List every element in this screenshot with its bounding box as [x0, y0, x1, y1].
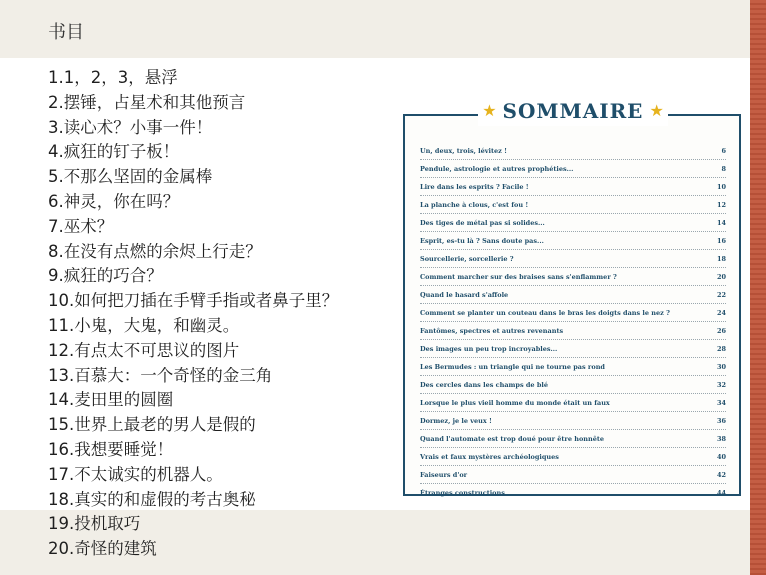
sommaire-entry-title: Des cercles dans les champs de blé [420, 380, 548, 389]
sommaire-entry-title: Des images un peu trop incroyables... [420, 344, 558, 353]
sommaire-entry [420, 484, 726, 501]
sommaire-list [420, 142, 726, 501]
toc-item: 10.如何把刀插在手臂手指或者鼻子里？ [48, 291, 339, 311]
sommaire-entry-title: Comment se planter un couteau dans le bras les doigts dans le nez ? [420, 308, 670, 317]
sommaire-entry-page: 32 [716, 380, 726, 389]
sommaire-entry-page: 30 [716, 362, 726, 371]
sommaire-entry [420, 250, 726, 268]
sommaire-entry-title: Fantômes, spectres et autres revenants [420, 326, 564, 335]
sommaire-entry-page: 6 [721, 146, 726, 155]
sommaire-entry-title: Des tiges de métal pas si solides... [420, 218, 545, 227]
sommaire-entry-title: Faiseurs d'or [420, 470, 468, 479]
toc-item: 16.我想要睡觉！ [48, 439, 174, 459]
toc-item: 1.1，2，3，悬浮 [48, 68, 178, 87]
sommaire-entry [420, 304, 726, 322]
sommaire-entry-title: Lire dans les esprits ? Facile ! [420, 182, 529, 191]
sommaire-entry-page: 44 [716, 488, 726, 497]
sommaire-entry-title: Étranges constructions [420, 488, 505, 497]
toc-item: 8.在没有点燃的余烬上行走？ [48, 241, 262, 261]
sommaire-entry-page: 8 [721, 164, 726, 173]
toc-item: 11.小鬼，大鬼，和幽灵。 [48, 315, 240, 335]
toc-item: 5.不那么坚固的金属棒 [48, 167, 213, 187]
sommaire-entry-title: Sourcellerie, sorcellerie ? [420, 254, 514, 263]
sommaire-entry-page: 16 [716, 236, 726, 245]
toc-item: 4.疯狂的钉子板！ [48, 142, 180, 162]
toc-item: 13.百慕大：一个奇怪的金三角 [48, 365, 273, 385]
chinese-toc-list [48, 66, 338, 562]
toc-item: 7.巫术？ [48, 216, 114, 236]
sommaire-entry-title: La planche à clous, c'est fou ! [420, 200, 529, 209]
sommaire-entry [420, 466, 726, 484]
sommaire-entry [420, 142, 726, 160]
header-band [0, 0, 750, 58]
sommaire-entry [420, 268, 726, 286]
sommaire-entry [420, 412, 726, 430]
book-spine-decoration [750, 0, 766, 575]
toc-item: 20.奇怪的建筑 [48, 539, 157, 559]
sommaire-entry [420, 178, 726, 196]
sommaire-entry-title: Quand l'automate est trop doué pour être honnête [420, 434, 605, 443]
sommaire-entry-page: 38 [716, 434, 726, 443]
toc-item: 17.不太诚实的机器人。 [48, 464, 223, 484]
sommaire-entry-title: Lorsque le plus vieil homme du monde était un faux [420, 398, 610, 407]
sommaire-entry [420, 196, 726, 214]
sommaire-entry-page: 34 [716, 398, 726, 407]
sommaire-entry-title: Pendule, astrologie et autres prophéties... [420, 164, 574, 173]
sommaire-entry [420, 160, 726, 178]
sommaire-entry-page: 12 [716, 200, 726, 209]
star-icon-right: ★ [649, 101, 664, 120]
page-title: 书目 [48, 22, 84, 43]
sommaire-entry-page: 36 [716, 416, 726, 425]
toc-item: 14.麦田里的圆圈 [48, 390, 174, 410]
sommaire-entry-page: 14 [716, 218, 726, 227]
sommaire-entry-page: 10 [716, 182, 726, 191]
sommaire-entry-page: 24 [716, 308, 726, 317]
sommaire-entry-page: 42 [716, 470, 726, 479]
toc-item: 18.真实的和虚假的考古奥秘 [48, 489, 256, 509]
toc-item: 3.读心术？小事一件！ [48, 117, 213, 137]
sommaire-entry-title: Un, deux, trois, lévitez ! [420, 146, 507, 155]
sommaire-entry [420, 214, 726, 232]
sommaire-entry-title: Les Bermudes : un triangle qui ne tourne pas rond [420, 362, 605, 371]
sommaire-entry [420, 232, 726, 250]
sommaire-entry [420, 394, 726, 412]
sommaire-entry-title: Vrais et faux mystères archéologiques [420, 452, 559, 461]
sommaire-entry [420, 448, 726, 466]
sommaire-entry [420, 322, 726, 340]
sommaire-entry [420, 286, 726, 304]
sommaire-entry-title: Esprit, es-tu là ? Sans doute pas... [420, 236, 544, 245]
sommaire-entry-page: 40 [716, 452, 726, 461]
sommaire-entry [420, 430, 726, 448]
sommaire-entry-page: 26 [716, 326, 726, 335]
toc-item: 9.疯狂的巧合？ [48, 266, 163, 286]
sommaire-entry-page: 22 [716, 290, 726, 299]
sommaire-entry [420, 376, 726, 394]
sommaire-title: SOMMAIRE [502, 99, 644, 123]
sommaire-entry-page: 18 [716, 254, 726, 263]
toc-item: 2.摆锤，占星术和其他预言 [48, 92, 246, 112]
toc-item: 6.神灵，你在吗？ [48, 191, 180, 211]
toc-item: 15.世界上最老的男人是假的 [48, 415, 256, 435]
sommaire-entry-title: Comment marcher sur des braises sans s'enflammer ? [420, 272, 617, 281]
sommaire-entry [420, 358, 726, 376]
sommaire-header [478, 96, 668, 126]
star-icon-left: ★ [482, 101, 497, 120]
sommaire-entry-page: 20 [716, 272, 726, 281]
sommaire-entry-title: Dormez, je le veux ! [420, 416, 492, 425]
sommaire-entry-page: 28 [716, 344, 726, 353]
toc-item: 19.投机取巧 [48, 514, 141, 534]
toc-item: 12.有点太不可思议的图片 [48, 340, 240, 360]
sommaire-entry [420, 340, 726, 358]
sommaire-entry-title: Quand le hasard s'affole [420, 290, 509, 299]
